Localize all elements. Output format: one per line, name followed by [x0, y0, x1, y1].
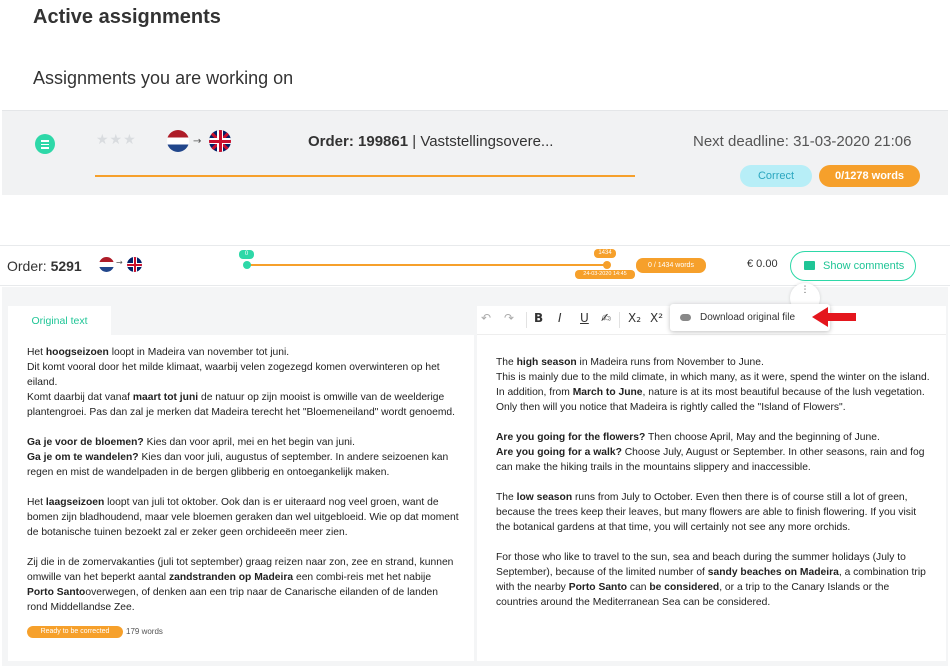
- assignment-card[interactable]: [2, 110, 948, 195]
- order-number: 5291: [50, 258, 82, 274]
- show-comments-label: Show comments: [823, 260, 905, 272]
- next-deadline: Next deadline: 31-03-2020 21:06: [693, 133, 912, 150]
- original-text: [27, 345, 459, 630]
- underline-button[interactable]: U: [580, 311, 589, 325]
- original-paragraph-3: Het laagseizoen loopt van juli tot oktober. Ook dan is er uiteraard nog veel groen, want de bomen zijn bladhoudend, maar vele bloemen geraken dan wel uitgebloeid. Wie op dat moment de botanische tuinen bezoekt zal er zeker geen orchideeën meer zien.: [27, 497, 459, 538]
- timeline-end-dot: [603, 261, 611, 269]
- timeline-end-badge: 1434: [594, 249, 616, 258]
- translation-paragraph-4: For those who like to travel to the sun, sea and beach during the summer holidays (July to September), because of the limited number of sandy beaches on Madeira, a combination trip with the nearby Porto Santo can be considered, or a trip to the Canary Islands or the countries around the Mediterranean Sea can be considered.: [496, 552, 926, 608]
- tab-original-text[interactable]: Original text: [8, 306, 111, 336]
- original-paragraph-2: Ga je voor de bloemen? Kies dan voor april, mei en het begin van juni. Ga je om te wandelen? Kies dan voor juli, augustus of september. In andere seizoenen kan regen en mist de wandelpaden in de bergen glibberig en ontoegankelijk maken.: [27, 437, 449, 478]
- superscript-button[interactable]: X²: [650, 311, 664, 325]
- order-words-badge: 0 / 1434 words: [636, 258, 706, 273]
- order-number: Order: 199861: [308, 133, 409, 150]
- assignment-progress-bar: [95, 175, 635, 177]
- translation-text[interactable]: [496, 355, 932, 625]
- uk-flag-icon: [127, 257, 142, 272]
- timeline-start-dot: [243, 261, 251, 269]
- italic-button[interactable]: I: [558, 311, 562, 325]
- timeline-date-badge: 24-03-2020 14:45: [575, 270, 635, 279]
- toolbar-divider: [526, 312, 527, 328]
- rating-stars: ★★★: [96, 132, 137, 148]
- assignment-order-title[interactable]: [308, 133, 553, 150]
- cloud-download-icon: [680, 314, 691, 321]
- uk-flag-icon: [209, 130, 231, 152]
- download-label: Download original file: [700, 312, 796, 323]
- translation-paragraph-3: The low season runs from July to October. Even then there is of course still a lot of green, because the trees keep their leaves, but many flowers are able to finish flowering. If you visit the botanical gardens at that time, you will certainly not see any more orchids.: [496, 492, 917, 533]
- word-count: 179 words: [126, 627, 163, 636]
- order-label: [7, 258, 82, 274]
- red-arrow-annotation-icon: [812, 307, 856, 327]
- words-badge: 0/1278 words: [819, 165, 920, 187]
- timeline-start-badge: 0: [239, 250, 254, 259]
- document-icon: [35, 134, 55, 154]
- highlight-icon[interactable]: ✍: [601, 311, 612, 325]
- show-comments-button[interactable]: [790, 251, 916, 281]
- toolbar-divider: [619, 312, 620, 328]
- original-paragraph-4: Zij die in de zomervakanties (juli tot september) graag reizen naar zon, zee en strand, kunnen omwille van het beperkt aantal zandstranden op Madeira een combi-reis met het nabije Porto Santooverwegen, of denken aan een trip naar de Canarische eilanden of de landen rond Middellandse Zee.: [27, 557, 454, 613]
- translation-paragraph-1: The high season in Madeira runs from November to June. This is mainly due to the mild climate, in which many, as it were, spend the winter on the island. In addition, from March to June, nature is at its most beautiful because of the lush vegetation. Only then will you notice that Madeira is rightly called the "Island of Flowers".: [496, 357, 930, 413]
- dutch-flag-icon: [167, 130, 189, 152]
- order-bar: [0, 245, 950, 286]
- arrow-right-icon: →: [193, 136, 202, 147]
- original-paragraph-1: Het hoogseizoen loopt in Madeira van november tot juni. Dit komt vooral door het milde klimaat, waarbij velen zogezegd komen overwinteren op het eiland. Komt daarbij dat vanaf maart tot juni de natuur op zijn mooist is omwille van de weelderige plantengroei. Pas dan zal je merken dat Madeira terecht het "Bloemeneiland" wordt genoemd.: [27, 347, 456, 418]
- more-options-button[interactable]: ⋮: [790, 283, 820, 313]
- page-title: Active assignments: [33, 6, 221, 28]
- arrow-right-icon: →: [116, 258, 123, 267]
- status-badge: Ready to be corrected: [27, 626, 123, 638]
- subscript-button[interactable]: X₂: [628, 311, 642, 325]
- order-prefix: Order:: [7, 258, 47, 274]
- order-price: € 0.00: [747, 258, 778, 270]
- dutch-flag-icon: [99, 257, 114, 272]
- undo-icon[interactable]: ↶: [481, 311, 492, 325]
- comment-icon: [804, 261, 815, 270]
- redo-icon[interactable]: ↷: [504, 311, 515, 325]
- download-original-file-menu-item[interactable]: [670, 304, 830, 331]
- section-title: Assignments you are working on: [33, 68, 294, 88]
- order-document: | Vaststellingsovere...: [412, 133, 554, 150]
- correct-badge[interactable]: Correct: [740, 165, 812, 187]
- timeline-progress-line: [247, 264, 607, 266]
- bold-button[interactable]: B: [534, 311, 544, 325]
- translation-paragraph-2: Are you going for the flowers? Then choose April, May and the beginning of June. Are you going for a walk? Choose July, August or September. In other seasons, rain and fog can make the hiking trails in the mountains slippery and inaccessible.: [496, 432, 925, 473]
